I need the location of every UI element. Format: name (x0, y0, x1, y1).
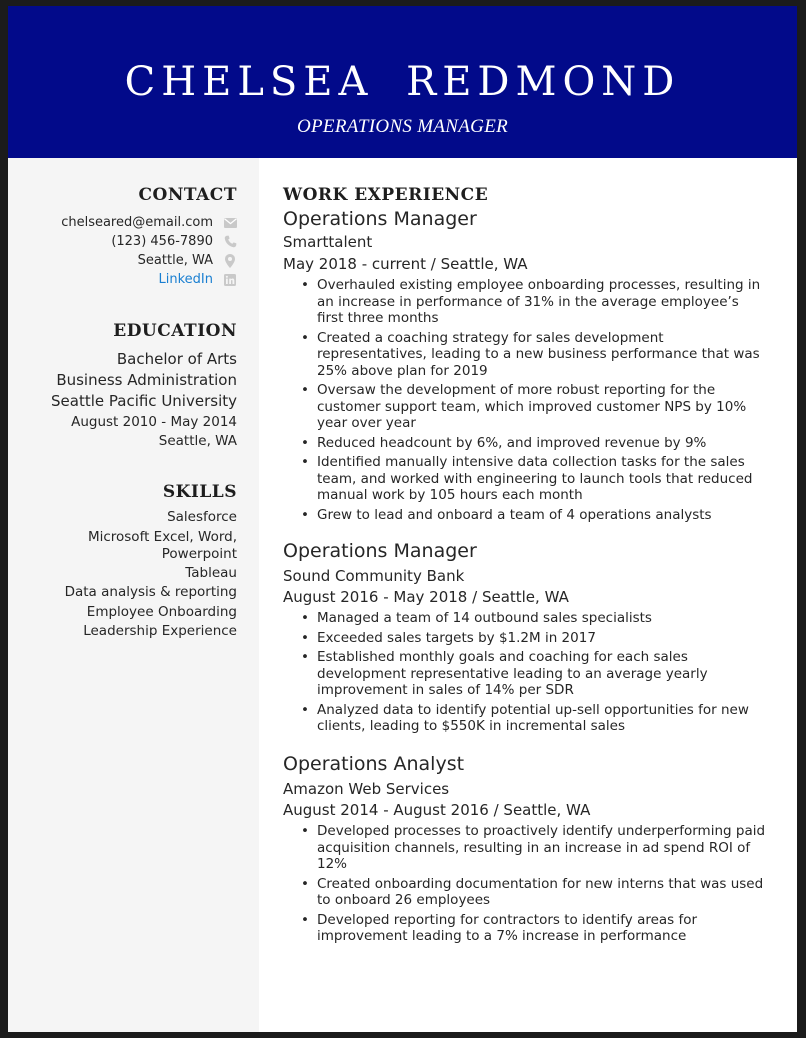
bullet-item: • Overhauled existing employee onboarding processes, resulting in an increase in performance of 31% in the average employee’s first three months (297, 277, 767, 327)
resume-page (8, 6, 797, 1032)
skill-item: Employee Onboarding (86, 604, 237, 620)
job-title: Operations Manager (283, 208, 477, 230)
job-bullets (297, 277, 767, 526)
phone-icon (223, 235, 237, 249)
sidebar (8, 158, 259, 1032)
bullet-item: • Created onboarding documentation for new interns that was used to onboard 26 employees (297, 876, 767, 909)
education-school: Seattle Pacific University (51, 392, 237, 410)
bullet-item: • Oversaw the development of more robust reporting for the customer support team, which improved customer NPS by 10% year over year (297, 382, 767, 432)
education-dates: August 2010 - May 2014 (71, 414, 237, 430)
bullet-item: • Established monthly goals and coaching for each sales development representative leading to an average yearly improvement in sales of 14% per SDR (297, 649, 767, 699)
education-heading: EDUCATION (113, 321, 237, 341)
job-location: Seattle, WA (503, 801, 591, 819)
skill-item: Powerpoint (161, 546, 237, 562)
job-dates: August 2016 - May 2018 (283, 588, 468, 606)
candidate-name: CHELSEA REDMOND (124, 59, 681, 105)
education-location: Seattle, WA (158, 433, 237, 449)
contact-linkedin[interactable] (159, 270, 237, 289)
linkedin-icon (223, 273, 237, 287)
map-pin-icon (223, 254, 237, 268)
bullet-item: • Managed a team of 14 outbound sales specialists (297, 610, 767, 627)
job-title: Operations Manager (283, 540, 477, 562)
job-location: Seattle, WA (440, 255, 528, 273)
bullet-item: • Identified manually intensive data collection tasks for the sales team, and worked with engineering to launch tools that reduced manual work by 105 hours each month (297, 454, 767, 504)
job-title: Operations Analyst (283, 753, 465, 775)
bullet-item: • Reduced headcount by 6%, and improved revenue by 9% (297, 435, 767, 452)
job-company: Smarttalent (283, 233, 373, 251)
job-company: Amazon Web Services (283, 780, 450, 798)
bullet-item: • Analyzed data to identify potential up-sell opportunities for new clients, leading to $550K in incremental sales (297, 702, 767, 735)
skill-item: Microsoft Excel, Word, (87, 529, 237, 545)
contact-phone[interactable] (111, 232, 237, 251)
linkedin-link[interactable]: LinkedIn (158, 272, 213, 287)
job-dates-line: May 2018 - current / Seattle, WA (283, 255, 528, 273)
bullet-item: • Developed processes to proactively identify underperforming paid acquisition channels, resulting in an increase in ad spend ROI of 12% (297, 823, 767, 873)
education-degree: Bachelor of Arts (116, 350, 237, 368)
bullet-item: • Created a coaching strategy for sales development representatives, leading to a new business performance that was 25% above plan for 2019 (297, 330, 767, 380)
job-bullets (297, 823, 767, 948)
job-dates-line: August 2016 - May 2018 / Seattle, WA (283, 588, 569, 606)
skill-item: Data analysis & reporting (64, 584, 237, 600)
job-dates-line: August 2014 - August 2016 / Seattle, WA (283, 801, 591, 819)
bullet-item: • Grew to lead and onboard a team of 4 operations analysts (297, 507, 767, 524)
job-bullets (297, 610, 767, 738)
job-location: Seattle, WA (481, 588, 569, 606)
work-heading: WORK EXPERIENCE (283, 185, 489, 205)
education-major: Business Administration (56, 371, 237, 389)
job-dates: August 2014 - August 2016 (283, 801, 489, 819)
bullet-item: • Developed reporting for contractors to identify areas for improvement leading to a 7% increase in performance (297, 912, 767, 945)
contact-email[interactable] (61, 213, 237, 232)
location-text: Seattle, WA (137, 253, 213, 268)
bullet-item: • Exceeded sales targets by $1.2M in 2017 (297, 630, 767, 647)
skills-heading: SKILLS (162, 482, 237, 502)
job-company: Sound Community Bank (283, 567, 465, 585)
skill-item: Tableau (185, 565, 237, 581)
resume-header (8, 6, 797, 158)
skill-item: Leadership Experience (83, 623, 237, 639)
email-text: chelseared@email.com (61, 215, 213, 230)
job-dates: May 2018 - current (283, 255, 427, 273)
contact-heading: CONTACT (138, 185, 237, 205)
envelope-icon (223, 216, 237, 230)
contact-location (138, 251, 237, 270)
skill-item: Salesforce (167, 509, 237, 525)
candidate-title: OPERATIONS MANAGER (296, 116, 509, 137)
phone-text: (123) 456-7890 (111, 234, 213, 249)
